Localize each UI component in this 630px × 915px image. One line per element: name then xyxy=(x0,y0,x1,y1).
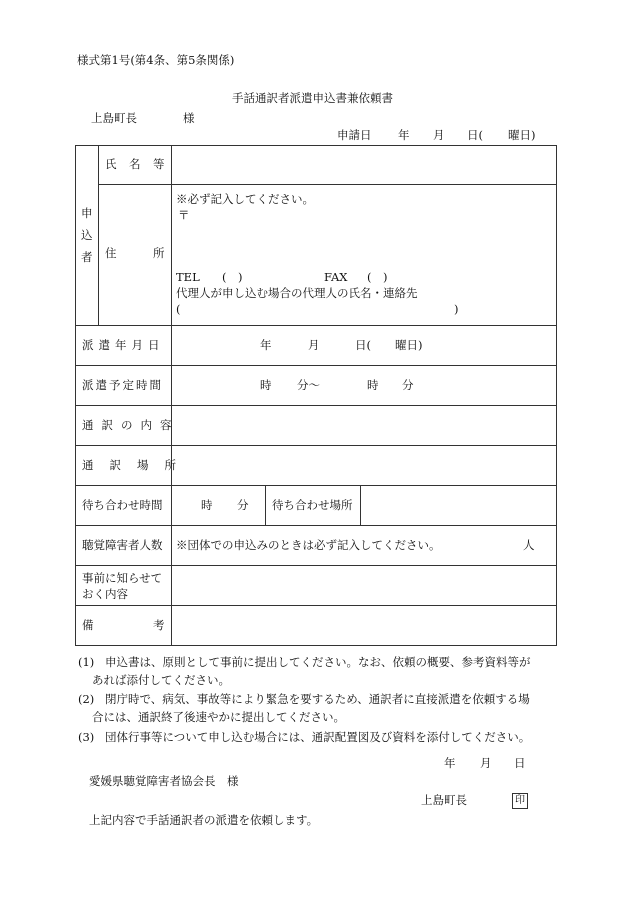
meeting-time-label: 待ち合わせ時間 xyxy=(82,498,163,512)
meeting-place-field[interactable] xyxy=(361,486,555,524)
remarks-label-char-1: 備 xyxy=(82,618,94,632)
proxy-open-paren: ( xyxy=(176,302,181,316)
note-2-number: (2) xyxy=(78,692,95,706)
dispatch-date-day[interactable]: 日( xyxy=(355,338,371,352)
address-label-char-1: 住 xyxy=(105,246,117,260)
fax-label: FAX xyxy=(324,270,348,284)
note-2-line1: 閉庁時で、病気、事故等により緊急を要するため、通訳者に直接派遣を依頼する場 xyxy=(105,692,530,706)
dispatch-time-hour-end[interactable]: 時 xyxy=(367,378,379,392)
note-2-line2: 合には、通訳終了後速やかに提出してください。 xyxy=(92,710,345,724)
proxy-contact-field[interactable] xyxy=(186,302,450,316)
note-3-number: (3) xyxy=(78,730,95,744)
name-label-char-2: 名 xyxy=(129,157,141,171)
application-date-day[interactable]: 日( xyxy=(467,128,483,142)
dispatch-time-min-start[interactable]: 分〜 xyxy=(297,378,320,392)
recipient-name: 愛媛県聴覚障害者協会長 様 xyxy=(89,774,239,788)
application-date-label: 申請日 xyxy=(337,128,372,142)
dispatch-time-min-end[interactable]: 分 xyxy=(402,378,414,392)
addressee-honorific: 様 xyxy=(183,111,195,125)
note-1-line2: あれば添付してください。 xyxy=(92,673,230,687)
dispatch-date-label: 派遣年月日 xyxy=(82,338,165,352)
proxy-close-paren: ) xyxy=(454,302,459,316)
meeting-time-min[interactable]: 分 xyxy=(237,498,249,512)
remarks-field[interactable] xyxy=(172,606,555,644)
hearing-impaired-count-note: ※団体での申込みのときは必ず記入してください。 xyxy=(176,538,441,552)
name-label-char-3: 等 xyxy=(153,157,165,171)
applicant-label-char-3: 者 xyxy=(81,250,93,264)
sender-name: 上島町長 xyxy=(421,793,467,807)
application-date-month[interactable]: 月 xyxy=(433,128,445,142)
application-date-weekday[interactable]: 曜日) xyxy=(508,128,536,142)
address-field[interactable] xyxy=(192,207,552,267)
dispatch-date-year[interactable]: 年 xyxy=(260,338,272,352)
hearing-impaired-count-label: 聴覚障害者人数 xyxy=(82,538,163,552)
advance-info-label-line2: おく内容 xyxy=(82,587,128,601)
seal-stamp: 印 xyxy=(512,793,528,809)
footer-date-year[interactable]: 年 xyxy=(444,756,456,770)
meeting-time-hour[interactable]: 時 xyxy=(201,498,213,512)
interpretation-content-field[interactable] xyxy=(172,406,555,444)
applicant-label-char-2: 込 xyxy=(81,228,93,242)
advance-info-label-line1: 事前に知らせて xyxy=(82,571,163,585)
dispatch-date-weekday[interactable]: 曜日) xyxy=(395,338,423,352)
interpretation-location-field[interactable] xyxy=(172,446,555,484)
footer-date-month[interactable]: 月 xyxy=(480,756,492,770)
hearing-impaired-count-unit: 人 xyxy=(523,538,535,552)
dispatch-time-label: 派遣予定時間 xyxy=(82,378,163,392)
note-1-number: (1) xyxy=(78,655,95,669)
note-3-line1: 団体行事等について申し込む場合には、通訳配置図及び資料を添付してください。 xyxy=(105,730,531,744)
application-date-year[interactable]: 年 xyxy=(398,128,410,142)
addressee-name: 上島町長 xyxy=(91,111,137,125)
name-field[interactable] xyxy=(172,146,555,183)
footer-date-day[interactable]: 日 xyxy=(514,756,526,770)
dispatch-time-hour-start[interactable]: 時 xyxy=(260,378,272,392)
remarks-label-char-2: 考 xyxy=(153,618,165,632)
address-label-char-2: 所 xyxy=(153,246,165,260)
address-required-note: ※必ず記入してください。 xyxy=(176,192,314,206)
dispatch-date-month[interactable]: 月 xyxy=(308,338,320,352)
note-1-line1: 申込書は、原則として事前に提出してください。なお、依頼の概要、参考資料等が xyxy=(105,655,531,669)
form-title: 手話通訳者派遣申込書兼依頼書 xyxy=(232,91,393,105)
tel-field[interactable]: ( ) xyxy=(222,270,243,284)
name-label-char-1: 氏 xyxy=(105,157,117,171)
applicant-label-char-1: 申 xyxy=(81,206,93,220)
postal-mark: 〒 xyxy=(178,208,190,222)
request-statement: 上記内容で手話通訳者の派遣を依頼します。 xyxy=(89,813,319,827)
advance-info-field[interactable] xyxy=(172,566,555,604)
fax-field[interactable]: ( ) xyxy=(367,270,388,284)
interpretation-location-label: 通訳場所 xyxy=(82,458,192,472)
tel-label: TEL xyxy=(176,270,200,284)
interpretation-content-label: 通訳の内容 xyxy=(82,418,180,432)
meeting-place-label: 待ち合わせ場所 xyxy=(272,498,353,512)
form-number: 様式第1号(第4条、第5条関係) xyxy=(77,53,235,67)
proxy-note: 代理人が申し込む場合の代理人の氏名・連絡先 xyxy=(176,286,418,300)
